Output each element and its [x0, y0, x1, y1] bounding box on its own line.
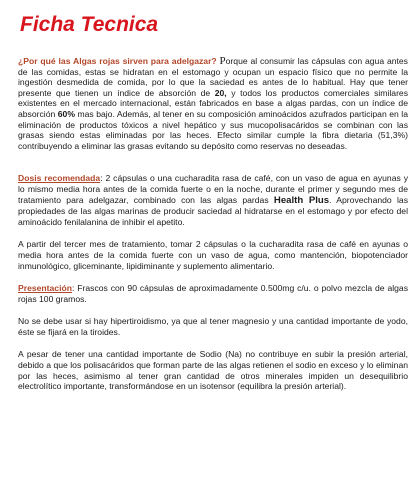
para-text: : 2 cápsulas o una cucharadita rasa de café, con un vaso de agua en ayunas y lo mismo media hora antes de la comida fuerte o en la noche, durante el primer y segundo mes de tratamiento para adelgazar, combinado con las algas pardas	[18, 173, 408, 205]
absorption-index: 20,	[214, 87, 227, 98]
paragraph-sodium: A pesar de tener una cantidad importante de Sodio (Na) no contribuye en subir la presión arterial, debido a que los polisacáridos que forman parte de las algas retienen el sodio en exceso y lo eliminan por las heces, asimismo al tener gran cantidad de otros minerales impiden un desequilibrio electrolítico importante, transformándose en un isotensor (equilibra la presión arterial).	[18, 349, 408, 392]
para-text: mas bajo. Además, al tener en su composición aminoácidos azufrados participan en la eliminación de productos tóxicos a nivel hepático y sus mucopolisacáridos se combinan con las grasas siendo estas eliminadas por las heces.	[18, 108, 408, 141]
dosage-heading: Dosis recomendada	[18, 173, 101, 184]
paragraph-presentation	[18, 283, 408, 304]
dropcap-letter: P	[219, 55, 226, 67]
para-text: : Frascos con 90 cápsulas de aproximadamente 0.500mg c/u. o polvo mezcla de algas rojas 100 gramos.	[18, 283, 408, 304]
presentation-heading: Presentación	[18, 283, 72, 294]
paragraph-maintenance: A partir del tercer mes de tratamiento, tomar 2 cápsulas o la cucharadita rasa de café en ayunas o media hora antes de la comida fuerte con un vaso de agua, como mantención, biopotenciador inmunológico, gliceminante, lipidiminante y suplemento alimentario.	[18, 239, 408, 271]
para-text: Efecto similar cumple la fibra dietaria (51,3%) contribuyendo a eliminar las grasas evitando su depósito como reservas no deseadas.	[18, 130, 408, 151]
paragraph-warning: No se debe usar si hay hipertiroidismo, ya que al tener magnesio y una cantidad importante de yodo, éste se fijará en la tiroides.	[18, 316, 408, 337]
para-text: orque al consumir las cápsulas con agua antes de las comidas, estas se hidratan en el estomago y ocupan un espacio físico que no permite la ingestión desmedida de comida, por lo que la saciedad es antes de lo habitual. Hay que tener presente que tienen un índice de absorción de	[18, 56, 408, 98]
para-text: . Aprovechando las propiedades de las algas marinas de producir saciedad al hidratarse en el estomago y por efecto del aminoácido fenilalanina de inhibir el apetito.	[18, 194, 408, 227]
page-title: Ficha Tecnica	[20, 13, 159, 36]
product-name: Health Plus	[273, 194, 330, 206]
paragraph-why-red-algae	[18, 56, 408, 151]
para-text: y todos los productos comerciales similares existentes en el mercado internacional, están fabricados en base a algas pardas, con un índice de absorción	[18, 87, 409, 119]
question-heading: ¿Por qué las Algas rojas sirven para adelgazar?	[18, 56, 217, 66]
absorption-percent: 60%	[57, 108, 75, 119]
paragraph-dosage	[18, 173, 408, 227]
